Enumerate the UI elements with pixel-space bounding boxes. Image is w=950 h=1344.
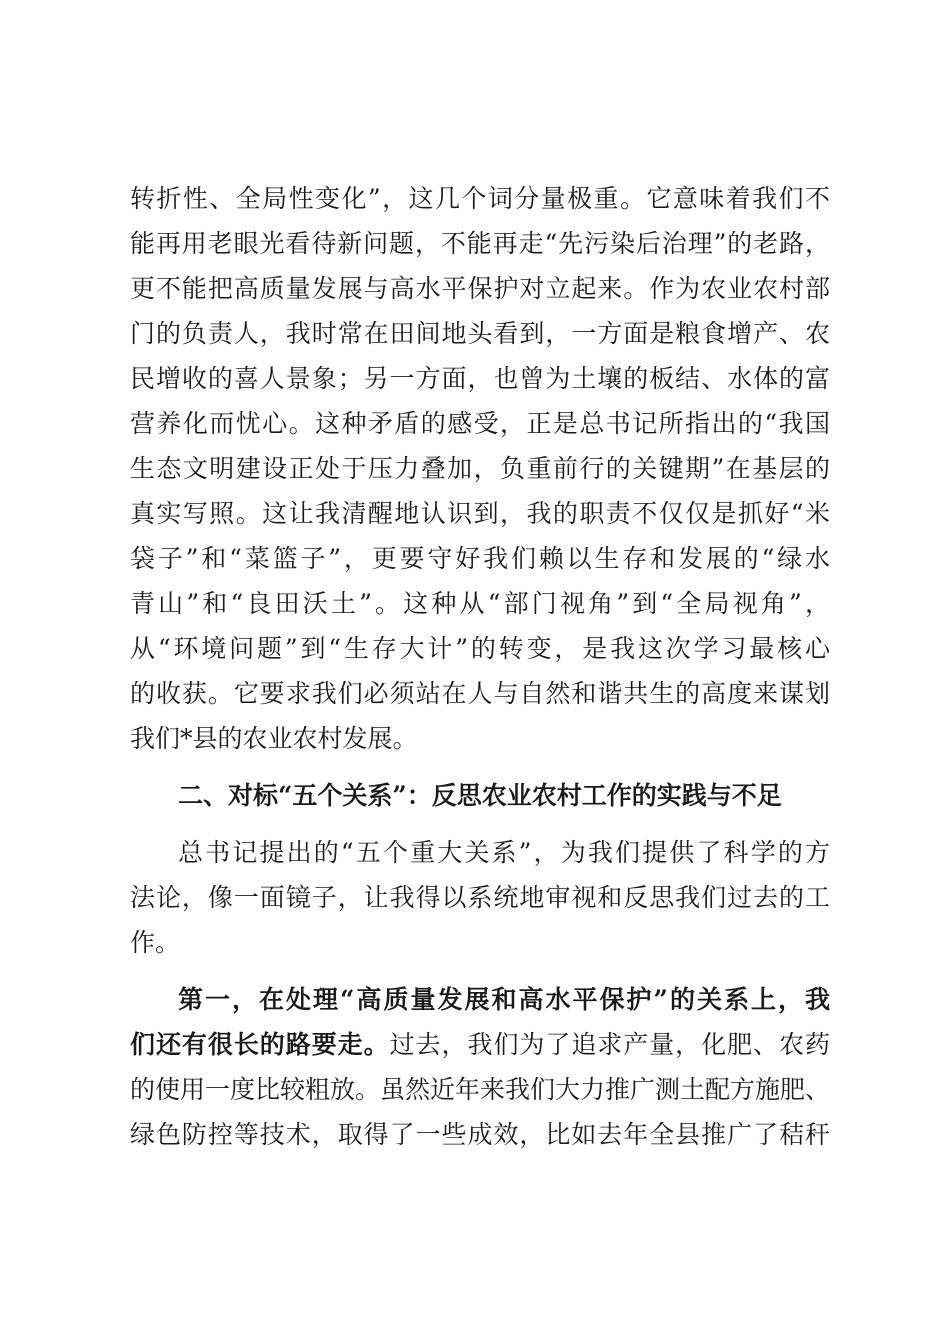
paragraph-line: 袋子”和“菜篮子”，更要守好我们赖以生存和发展的“绿水 bbox=[130, 544, 830, 573]
paragraph-line: 生态文明建设正处于压力叠加，负重前行的关键期”在基层的 bbox=[130, 454, 830, 483]
paragraph-line: 营养化而忧心。这种矛盾的感受，正是总书记所指出的“我国 bbox=[130, 409, 830, 438]
paragraph-text: 过去，我们为了追求产量，化肥、农药 bbox=[389, 1030, 830, 1059]
paragraph-line: 的收获。它要求我们必须站在人与自然和谐共生的高度来谋划 bbox=[130, 679, 830, 708]
paragraph-lead-bold: 第一，在处理“高质量发展和高水平保护”的关系上，我 bbox=[178, 985, 830, 1014]
paragraph-line: 总书记提出的“五个重大关系”，为我们提供了科学的方 bbox=[178, 838, 830, 867]
paragraph-line: 转折性、全局性变化”，这几个词分量极重。它意味着我们不 bbox=[130, 184, 830, 213]
paragraph-line: 绿色防控等技术，取得了一些成效，比如去年全县推广了秸秆 bbox=[130, 1120, 830, 1149]
paragraph-line: 更不能把高质量发展与高水平保护对立起来。作为农业农村部 bbox=[130, 274, 830, 303]
paragraph-line: 从“环境问题”到“生存大计”的转变，是我这次学习最核心 bbox=[130, 634, 830, 663]
paragraph-line: 作。 bbox=[130, 928, 181, 957]
paragraph-line: 我们*县的农业农村发展。 bbox=[130, 724, 418, 753]
section-heading: 二、对标“五个关系”：反思农业农村工作的实践与不足 bbox=[178, 781, 782, 810]
paragraph-line: 法论，像一面镜子，让我得以系统地审视和反思我们过去的工 bbox=[130, 883, 830, 912]
paragraph-line: 青山”和“良田沃土”。这种从“部门视角”到“全局视角”， bbox=[130, 589, 830, 618]
paragraph-line: 民增收的喜人景象；另一方面，也曾为土壤的板结、水体的富 bbox=[130, 364, 830, 393]
paragraph-line: 门的负责人，我时常在田间地头看到，一方面是粮食增产、农 bbox=[130, 319, 830, 348]
paragraph-line: 能再用老眼光看待新问题，不能再走“先污染后治理”的老路， bbox=[130, 229, 830, 258]
paragraph-lead-bold: 们还有很长的路要走。 bbox=[130, 1030, 390, 1059]
paragraph-line: 真实写照。这让我清醒地认识到，我的职责不仅仅是抓好“米 bbox=[130, 499, 830, 528]
paragraph-line: 的使用一度比较粗放。虽然近年来我们大力推广测土配方施肥、 bbox=[130, 1075, 831, 1104]
paragraph-line bbox=[130, 1030, 830, 1060]
